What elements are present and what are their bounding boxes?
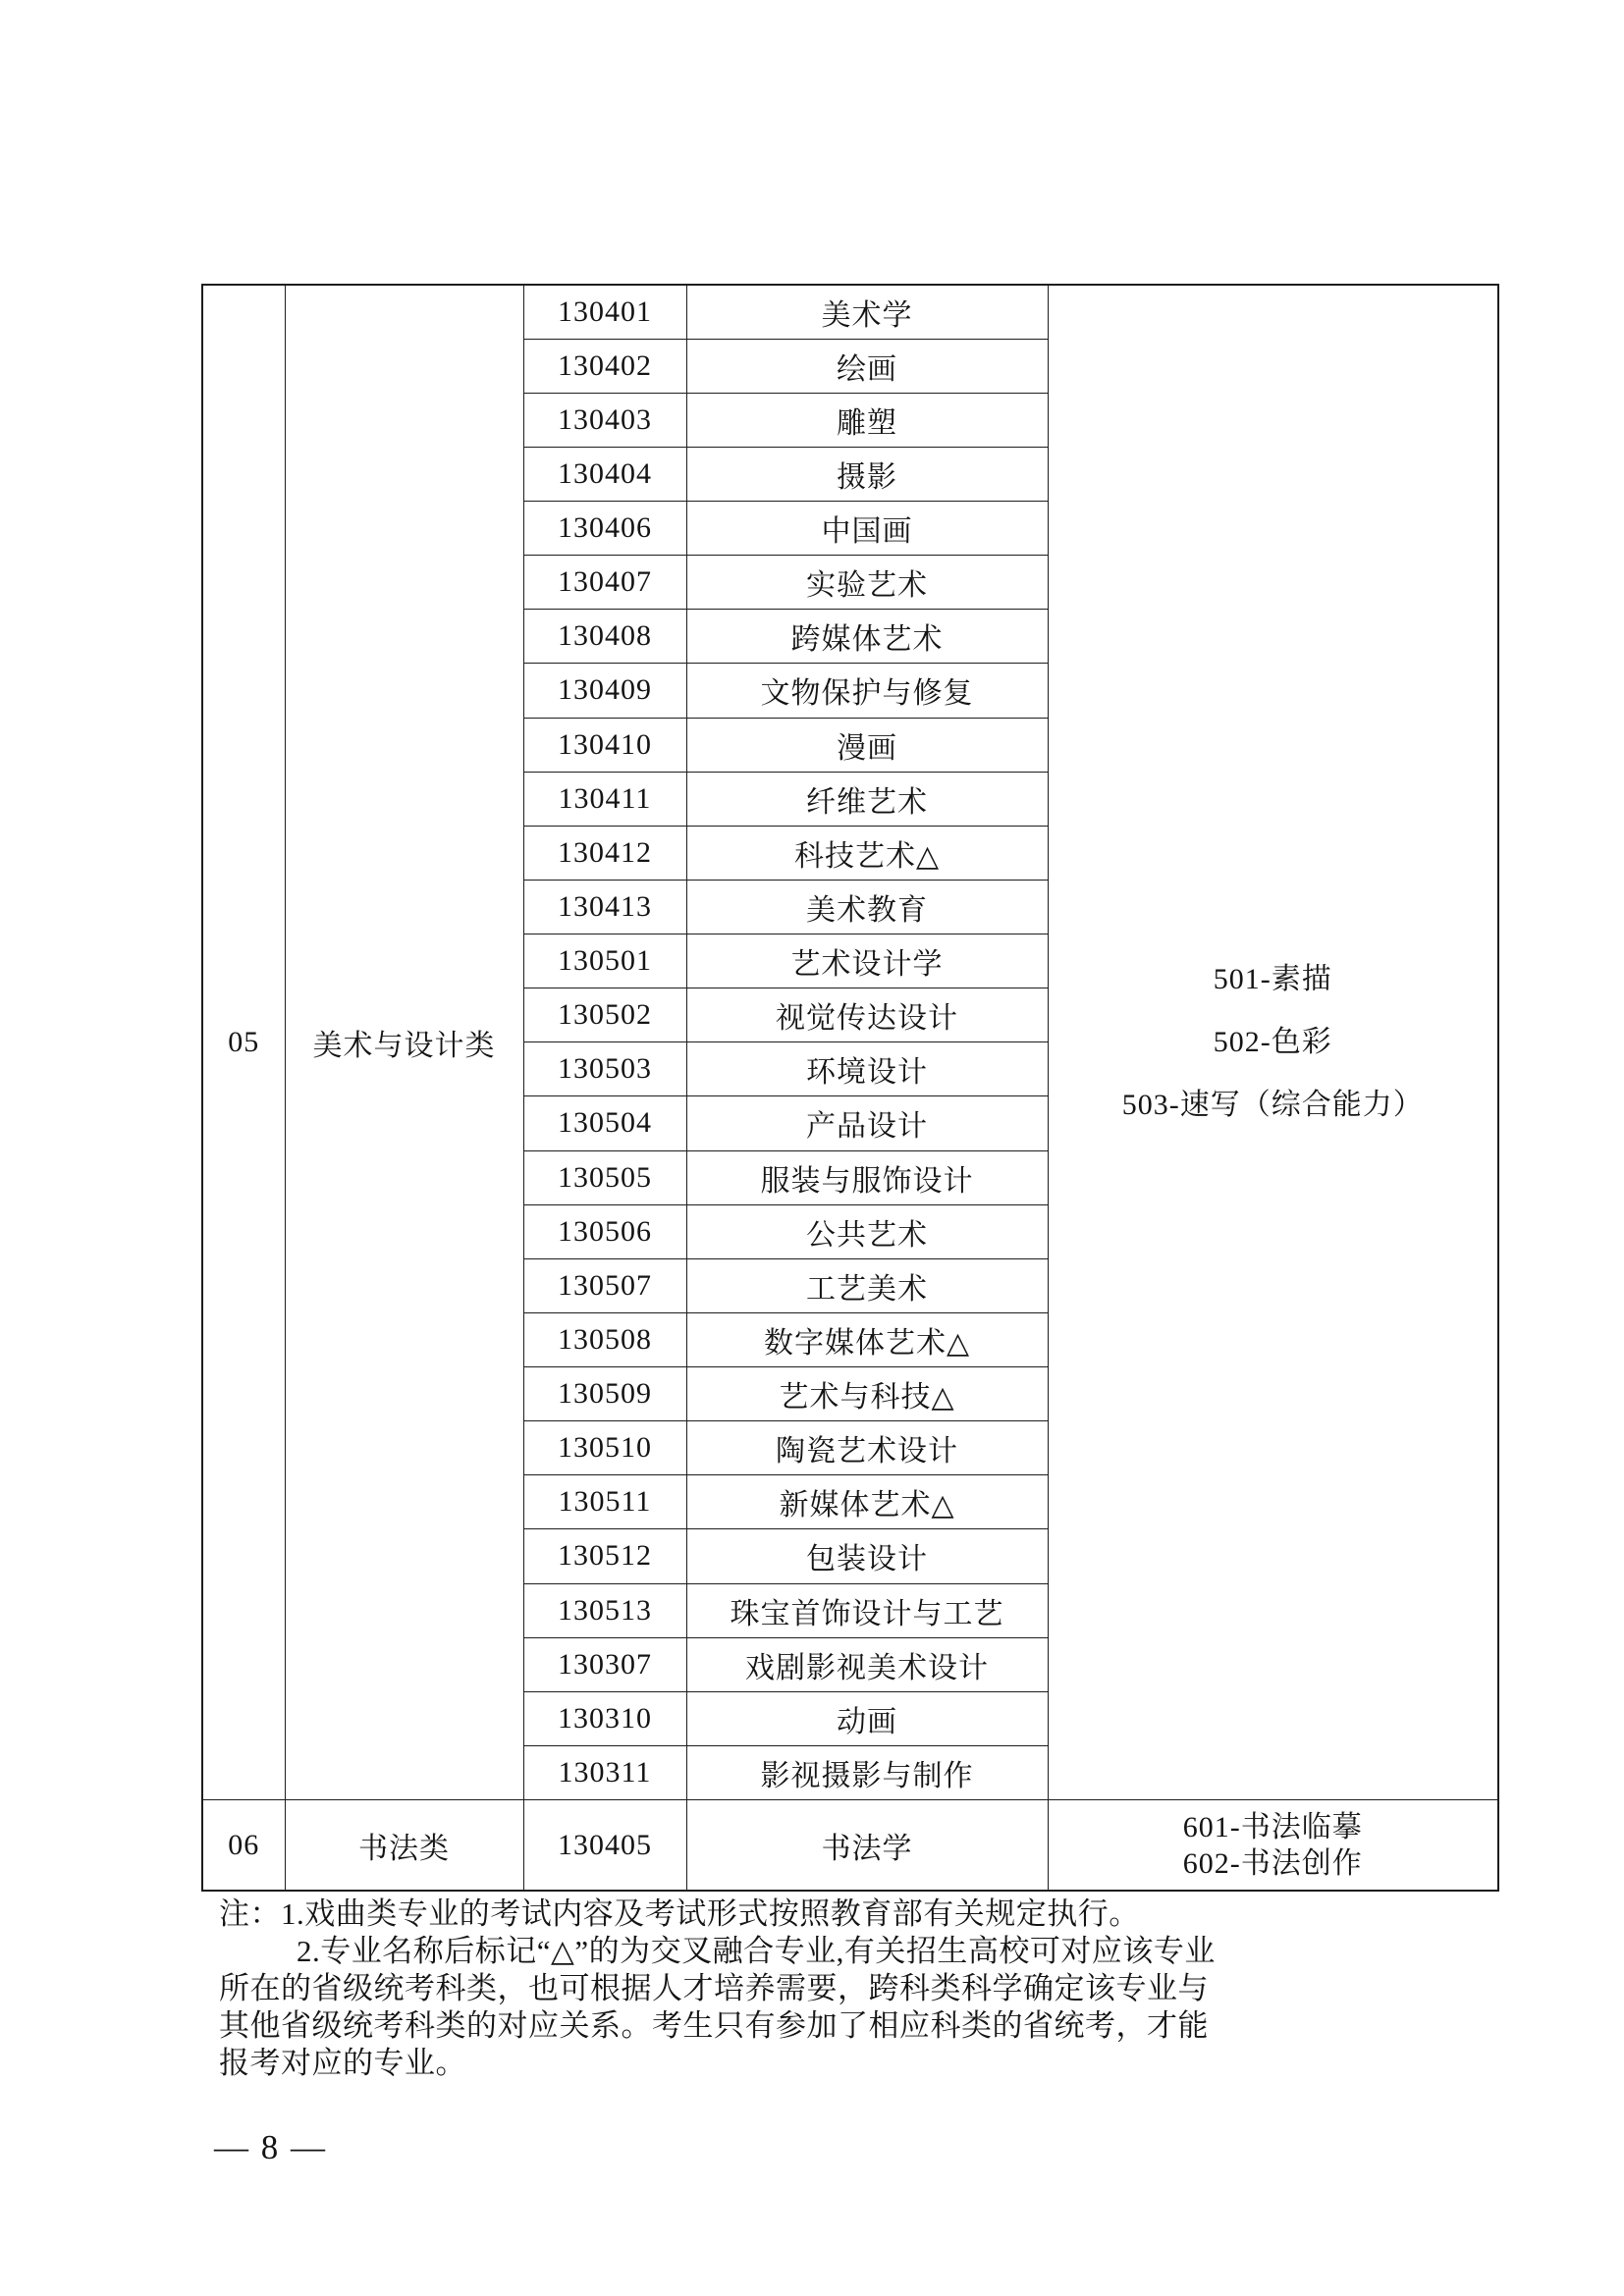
page-number: — 8 — <box>214 2128 327 2166</box>
major-name-cell: 新媒体艺术△ <box>686 1475 1048 1529</box>
major-code-cell: 130508 <box>523 1312 686 1366</box>
major-code-cell: 130408 <box>523 610 686 664</box>
major-name-cell: 戏剧影视美术设计 <box>686 1637 1048 1691</box>
major-name-cell: 中国画 <box>686 502 1048 556</box>
major-code-cell: 130513 <box>523 1583 686 1637</box>
major-name-cell: 动画 <box>686 1691 1048 1745</box>
major-name-cell: 雕塑 <box>686 393 1048 447</box>
note-line: 其他省级统考科类的对应关系。考生只有参加了相应科类的省统考，才能 <box>219 2008 1209 2043</box>
major-name-cell: 包装设计 <box>686 1529 1048 1583</box>
major-name-cell: 产品设计 <box>686 1096 1048 1150</box>
major-name-cell: 工艺美术 <box>686 1258 1048 1312</box>
major-code-cell: 130501 <box>523 934 686 988</box>
major-code-cell: 130413 <box>523 880 686 934</box>
major-code-cell: 130410 <box>523 718 686 772</box>
major-name-cell: 影视摄影与制作 <box>686 1745 1048 1799</box>
exam-subjects-cell <box>1048 285 1498 1800</box>
major-name-cell: 美术教育 <box>686 880 1048 934</box>
major-name-cell: 科技艺术△ <box>686 826 1048 880</box>
major-code-cell: 130412 <box>523 826 686 880</box>
major-code-cell: 130401 <box>523 285 686 339</box>
note-line: 2.专业名称后标记“△”的为交叉融合专业,有关招生高校可对应该专业 <box>297 1934 1216 1968</box>
major-name-cell: 实验艺术 <box>686 556 1048 610</box>
exam-subjects-cell <box>1048 1800 1498 1892</box>
major-code-cell: 130311 <box>523 1745 686 1799</box>
major-name-cell: 服装与服饰设计 <box>686 1150 1048 1204</box>
major-code-cell: 130511 <box>523 1475 686 1529</box>
major-code-cell: 130505 <box>523 1150 686 1204</box>
category-number-cell: 05 <box>202 285 285 1800</box>
major-code-cell: 130409 <box>523 664 686 718</box>
exam-subject-line: 501-素描 <box>1213 963 1332 995</box>
major-name-cell: 美术学 <box>686 285 1048 339</box>
major-name-cell: 纤维艺术 <box>686 772 1048 826</box>
major-code-cell: 130503 <box>523 1042 686 1096</box>
major-code-cell: 130509 <box>523 1367 686 1421</box>
major-name-cell: 数字媒体艺术△ <box>686 1312 1048 1366</box>
major-name-cell: 视觉传达设计 <box>686 988 1048 1042</box>
major-name-cell: 环境设计 <box>686 1042 1048 1096</box>
table-row <box>202 285 1498 339</box>
major-code-cell: 130310 <box>523 1691 686 1745</box>
major-code-cell: 130512 <box>523 1529 686 1583</box>
category-number-cell: 06 <box>202 1800 285 1892</box>
note-line: 所在的省级统考科类，也可根据人才培养需要，跨科类科学确定该专业与 <box>219 1971 1209 2005</box>
majors-table <box>201 284 1499 1892</box>
major-name-cell: 珠宝首饰设计与工艺 <box>686 1583 1048 1637</box>
major-code-cell: 130307 <box>523 1637 686 1691</box>
major-name-cell: 文物保护与修复 <box>686 664 1048 718</box>
note-line: 注：1.戏曲类专业的考试内容及考试形式按照教育部有关规定执行。 <box>219 1896 1140 1931</box>
note-line: 报考对应的专业。 <box>219 2046 466 2080</box>
major-code-cell: 130506 <box>523 1204 686 1258</box>
major-name-cell: 漫画 <box>686 718 1048 772</box>
major-code-cell: 130403 <box>523 393 686 447</box>
exam-subject-line: 502-色彩 <box>1213 1026 1332 1058</box>
major-code-cell: 130407 <box>523 556 686 610</box>
exam-subject-line: 503-速写（综合能力） <box>1121 1089 1424 1121</box>
major-code-cell: 130402 <box>523 339 686 393</box>
major-name-cell: 艺术与科技△ <box>686 1367 1048 1421</box>
major-code-cell: 130510 <box>523 1421 686 1475</box>
major-code-cell: 130502 <box>523 988 686 1042</box>
major-name-cell: 陶瓷艺术设计 <box>686 1421 1048 1475</box>
major-name-cell: 书法学 <box>686 1800 1048 1892</box>
major-code-cell: 130411 <box>523 772 686 826</box>
major-name-cell: 艺术设计学 <box>686 934 1048 988</box>
table-row <box>202 1800 1498 1892</box>
major-name-cell: 公共艺术 <box>686 1204 1048 1258</box>
category-name-cell: 书法类 <box>285 1800 523 1892</box>
exam-subject-line: 601-书法临摹 <box>1182 1810 1363 1843</box>
major-code-cell: 130504 <box>523 1096 686 1150</box>
exam-subject-line: 602-书法创作 <box>1182 1846 1363 1880</box>
major-code-cell: 130507 <box>523 1258 686 1312</box>
major-code-cell: 130406 <box>523 502 686 556</box>
major-name-cell: 跨媒体艺术 <box>686 610 1048 664</box>
major-name-cell: 绘画 <box>686 339 1048 393</box>
major-code-cell: 130404 <box>523 447 686 501</box>
major-code-cell: 130405 <box>523 1800 686 1892</box>
category-name-cell: 美术与设计类 <box>285 285 523 1800</box>
major-name-cell: 摄影 <box>686 447 1048 501</box>
footnotes <box>219 1896 1216 2082</box>
